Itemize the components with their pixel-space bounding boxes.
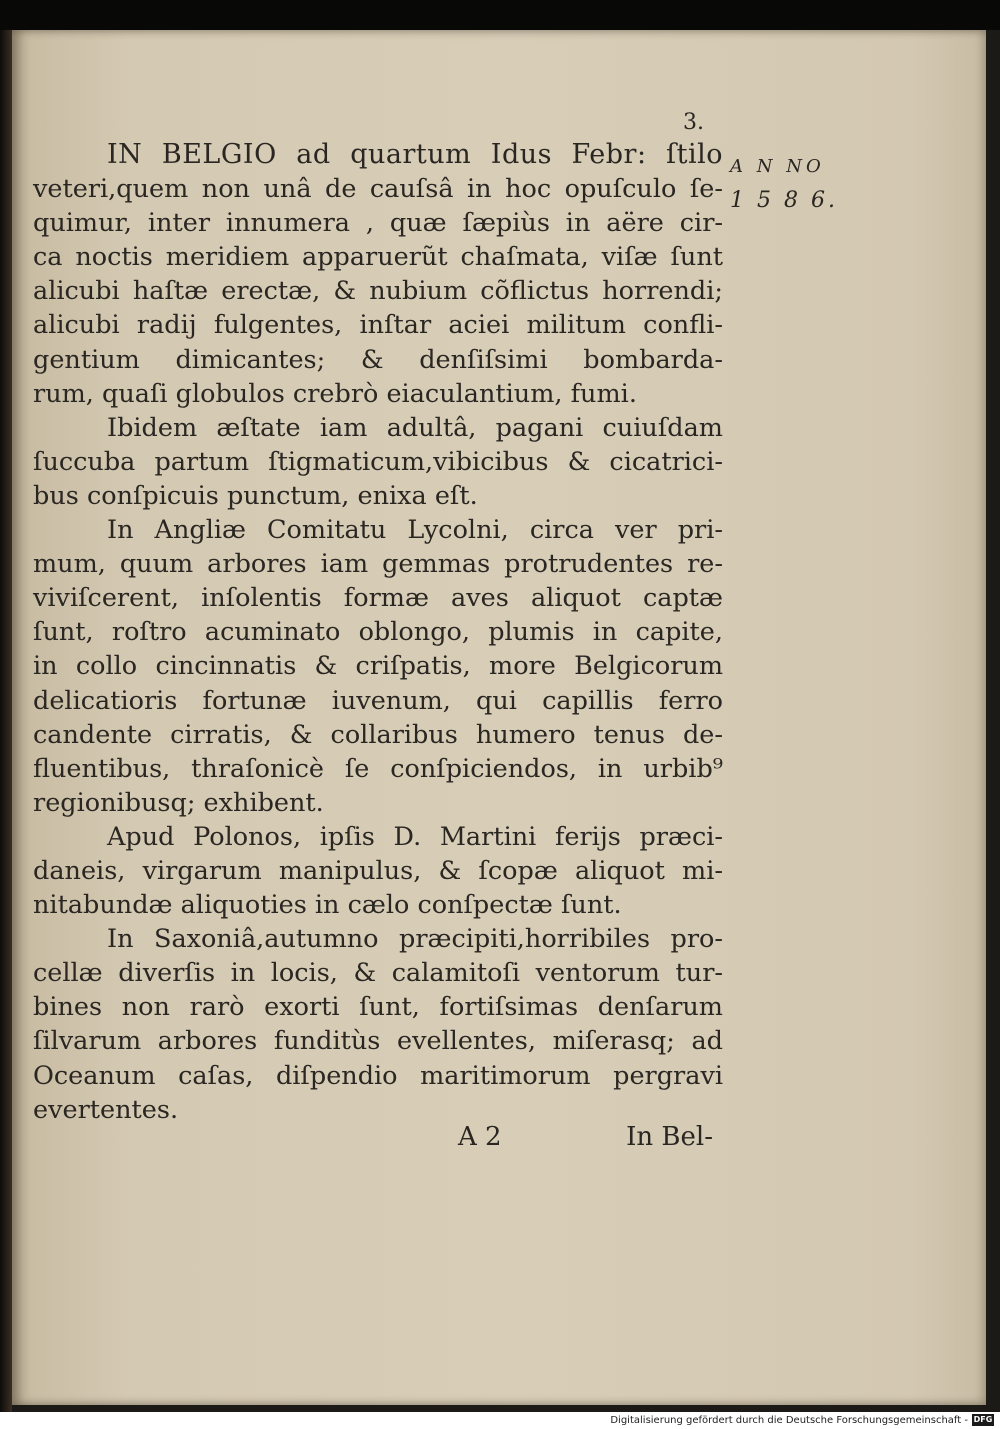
text-line: nitabundæ aliquoties in cælo conſpectæ ſunt.: [33, 890, 622, 921]
text-line: candente cirratis, & collaribus humero tenus de-: [33, 719, 723, 750]
text-line: regionibusq; exhibent.: [33, 787, 324, 818]
text-line: gentium dimicantes; & denſiſsimi bombarda-: [33, 344, 723, 375]
text-line: evertentes.: [33, 1094, 179, 1125]
text-line: cellæ diverſis in locis, & calamitoſi ventorum tur-: [33, 958, 723, 989]
scan-top-border: [0, 0, 1000, 30]
page-number: 3.: [683, 110, 704, 135]
body-text: [33, 138, 723, 1127]
text-line: veteri,quem non unâ de cauſsâ in hoc opuſculo ſe-: [33, 174, 723, 205]
text-line: alicubi radij fulgentes, inſtar aciei militum confli-: [33, 310, 723, 341]
text-line: Oceanum caſas, diſpendio maritimorum pergravi: [33, 1060, 723, 1091]
text-line: In Angliæ Comitatu Lycolni, circa ver pri-: [107, 515, 723, 546]
margin-note: [730, 150, 838, 218]
signature-mark: A 2: [458, 1122, 502, 1152]
text-line: daneis, virgarum manipulus, & ſcopæ aliquot mi-: [33, 855, 723, 886]
text-line: IN BELGIO ad quartum Idus Febr: ſtilo: [107, 139, 723, 170]
text-line: mum, quum arbores iam gemmas protrudentes re-: [33, 549, 723, 580]
text-line: viviſcerent, inſolentis formæ aves aliquot captæ: [33, 583, 723, 614]
text-line: ca noctis meridiem apparuerũt chaſmata, viſæ ſunt: [33, 242, 723, 273]
text-line: Apud Polonos, ipſis D. Martini ferijs præci-: [107, 821, 723, 852]
funding-credit: Digitalisierung gefördert durch die Deutsche Forschungsgemeinschaft -: [610, 1415, 968, 1426]
text-line: ſunt, roſtro acuminato oblongo, plumis in capite,: [33, 617, 723, 648]
text-line: delicatioris fortunæ iuvenum, qui capillis ferro: [33, 685, 723, 716]
text-line: rum, quaſi globulos crebrò eiaculantium, fumi.: [33, 378, 637, 409]
text-line: Ibidem æſtate iam adultâ, pagani cuiuſdam: [107, 412, 723, 443]
dfg-logo-icon: DFG: [973, 1415, 993, 1424]
text-line: fluentibus, thraſonicè ſe conſpiciendos, in urbib⁹: [33, 753, 723, 784]
text-line: quimur, inter innumera , quæ ſæpiùs in aëre cir-: [33, 208, 723, 239]
margin-note-year: 1 5 8 6.: [730, 188, 838, 213]
text-line: alicubi haſtæ erectæ, & nubium cõflictus horrendi;: [33, 276, 723, 307]
text-line: ſuccuba partum ſtigmaticum,vibicibus & cicatrici-: [33, 446, 723, 477]
binding-edge: [0, 0, 12, 1412]
margin-note-anno: A N NO: [730, 156, 825, 177]
catchword: In Bel-: [626, 1122, 713, 1152]
credit-bar: [0, 1412, 1000, 1429]
text-line: bus conſpicuis punctum, enixa eſt.: [33, 480, 478, 511]
text-line: in collo cincinnatis & criſpatis, more Belgicorum: [33, 651, 723, 682]
text-line: In Saxoniâ,autumno præcipiti,horribiles pro-: [107, 924, 723, 955]
text-line: bines non rarò exorti ſunt, fortiſsimas denſarum: [33, 992, 723, 1023]
text-line: ſilvarum arbores funditùs evellentes, miſerasq; ad: [33, 1026, 723, 1057]
